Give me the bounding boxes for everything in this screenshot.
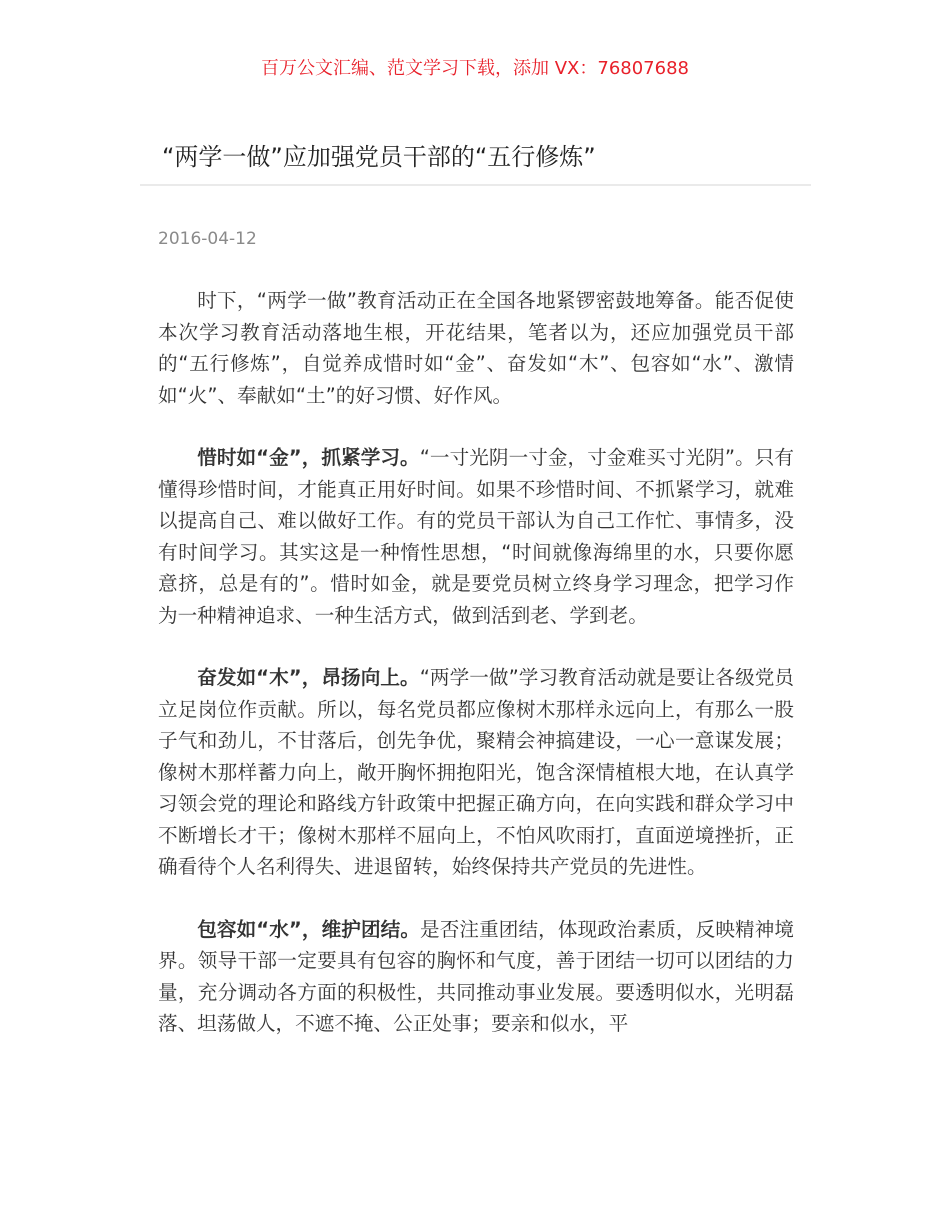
paragraph-text: 是否注重团结，体现政治素质，反映精神境界。领导干部一定要具有包容的胸怀和气度，善于团结一切可以团结的力量，充分调动各方面的积极性，共同推动事业发展。要透明似水，光明磊落、坦荡做人，不遮不掩、公正处事；要亲和似水，平 — [158, 917, 794, 1035]
paragraph-heading: 惜时如“金”，抓紧学习。 — [197, 446, 420, 469]
paragraph-text: 时下，“两学一做”教育活动正在全国各地紧锣密鼓地筹备。能否促使本次学习教育活动落地生根，开花结果，笔者以为，还应加强党员干部的“五行修炼”，自觉养成惜时如“金”、奋发如“木”、包容如“水”、激情如“火”、奉献如“土”的好习惯、好作风。 — [158, 289, 794, 407]
paragraph-heading: 奋发如“木”，昂扬向上。 — [197, 666, 420, 689]
paragraph-heading: 包容如“水”，维护团结。 — [197, 917, 421, 941]
paragraph-wood — [158, 662, 794, 883]
paragraph-water — [158, 914, 794, 1040]
paragraph-gold — [158, 442, 794, 631]
paragraph-intro — [158, 285, 794, 411]
paragraph-text: “两学一做”学习教育活动就是要让各级党员立足岗位作贡献。所以，每名党员都应像树木那样永远向上，有那么一股子气和劲儿，不甘落后，创先争优，聚精会神搞建设，一心一意谋发展；像树木那样蓄力向上，敞开胸怀拥抱阳光，饱含深情植根大地，在认真学习领会党的理论和路线方针政策中把握正确方向，在向实践和群众学习中不断增长才干；像树木那样不屈向上，不怕风吹雨打，直面逆境挫折，正确看待个人名利得失、进退留转，始终保持共产党员的先进性。 — [158, 666, 794, 878]
title-divider — [140, 184, 811, 186]
paragraph-text: “一寸光阴一寸金，寸金难买寸光阴”。只有懂得珍惜时间，才能真正用好时间。如果不珍惜时间、不抓紧学习，就难以提高自己、难以做好工作。有的党员干部认为自己工作忙、事情多，没有时间学习。其实这是一种惰性思想，“时间就像海绵里的水，只要你愿意挤，总是有的”。惜时如金，就是要党员树立终身学习理念，把学习作为一种精神追求、一种生活方式，做到活到老、学到老。 — [158, 446, 794, 627]
article-body — [158, 285, 794, 1071]
publish-date: 2016-04-12 — [158, 229, 257, 249]
article-title: “两学一做”应加强党员干部的“五行修炼” — [162, 143, 596, 171]
promo-banner: 百万公文汇编、范文学习下载，添加 VX：76807688 — [261, 58, 689, 79]
